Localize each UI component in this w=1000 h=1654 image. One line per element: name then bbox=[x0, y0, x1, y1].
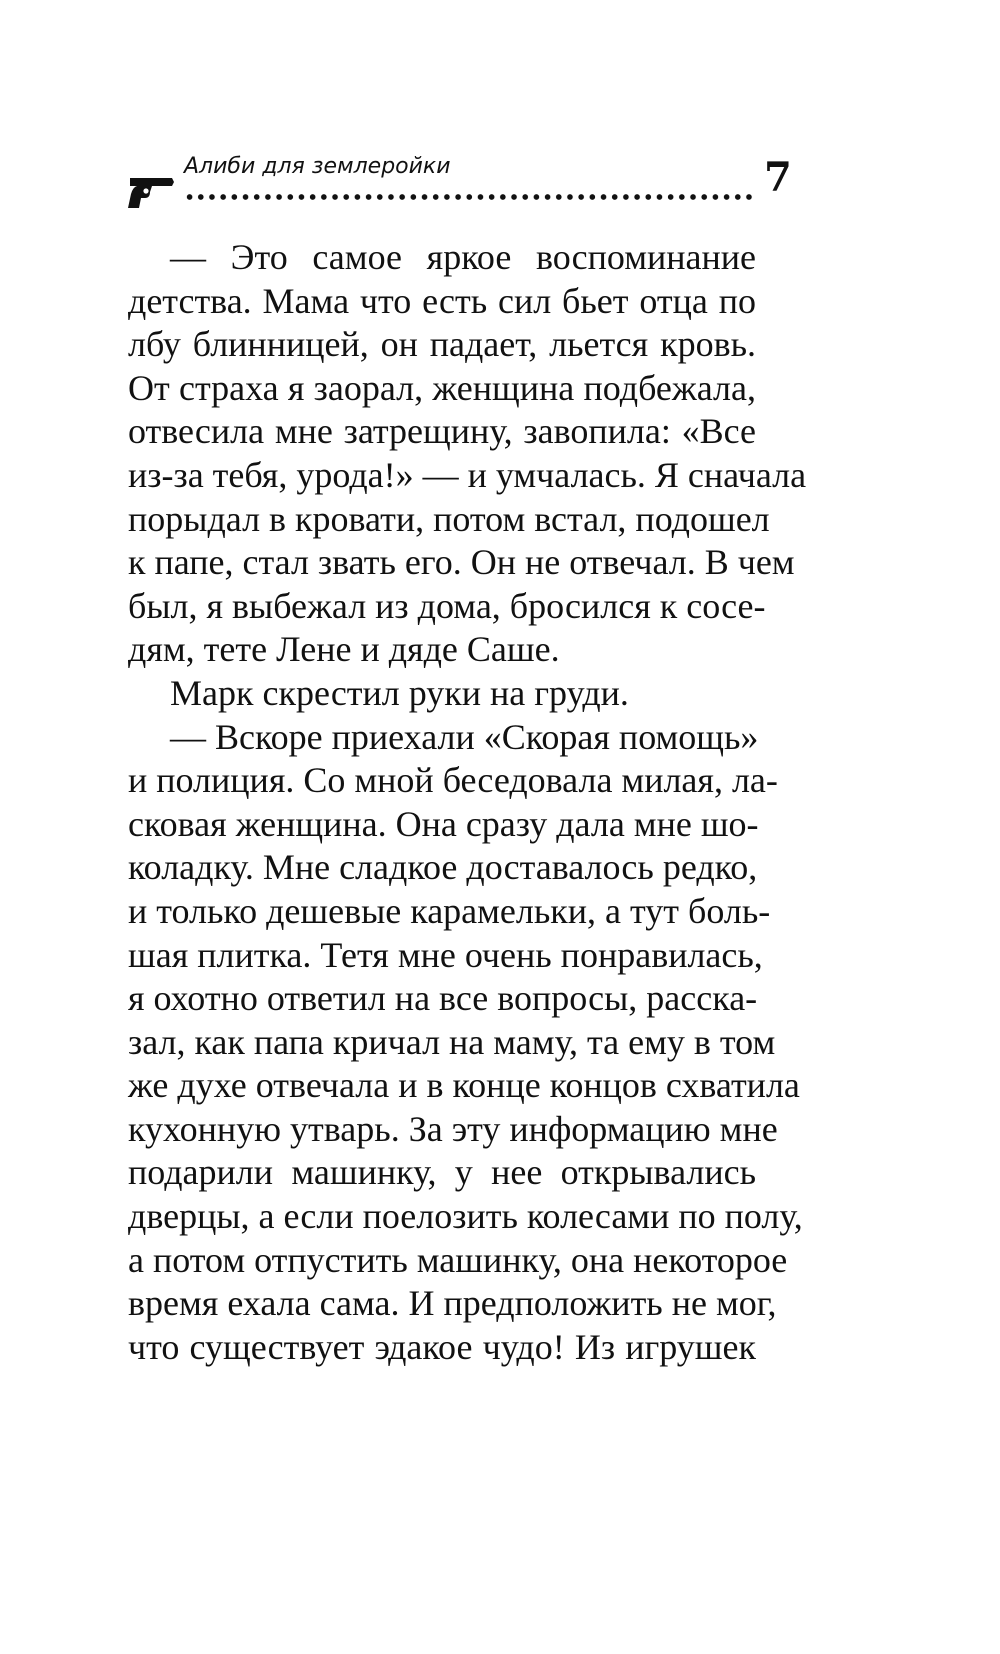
page-header bbox=[128, 150, 792, 220]
text-line: зал, как папа кричал на маму, та ему в том bbox=[128, 1021, 776, 1062]
text-line: сковая женщина. Она сразу дала мне шо- bbox=[128, 803, 759, 844]
text-line: и полиция. Со мной беседовала милая, ла- bbox=[128, 760, 778, 801]
text-line: Марк скрестил руки на груди. bbox=[170, 672, 629, 713]
page-number: 7 bbox=[764, 154, 792, 201]
text-line: шая плитка. Тетя мне очень понравилась, bbox=[128, 934, 763, 975]
text-line: я охотно ответил на все вопросы, расска- bbox=[128, 978, 758, 1019]
text-line: — Это самое яркое воспоминание bbox=[170, 237, 756, 277]
revolver-icon bbox=[128, 176, 176, 210]
text-line: дям, тете Лене и дяде Саше. bbox=[128, 629, 560, 670]
text-line: дверцы, а если поелозить колесами по полу, bbox=[128, 1196, 803, 1237]
text-line: детства. Мама что есть сил бьет отца по bbox=[128, 280, 756, 321]
text-line: и только дешевые карамельки, а тут боль- bbox=[128, 890, 771, 931]
text-line: От страха я заорал, женщина подбежала, bbox=[128, 367, 756, 408]
running-title: Алиби для землеройки bbox=[184, 154, 451, 179]
text-line: время ехала сама. И предположить не мог, bbox=[128, 1283, 777, 1324]
body-text bbox=[128, 236, 807, 1369]
dot-leader bbox=[184, 192, 754, 202]
text-line: что существует эдакое чудо! Из игрушек bbox=[128, 1326, 756, 1367]
text-line: — Вскоре приехали «Скорая помощь» bbox=[170, 716, 759, 757]
text-line: лбу блинницей, он падает, льется кровь. bbox=[128, 324, 756, 365]
text-line: порыдал в кровати, потом встал, подошел bbox=[128, 498, 770, 539]
text-line: же духе отвечала и в конце концов схватила bbox=[128, 1065, 800, 1106]
text-line: коладку. Мне сладкое доставалось редко, bbox=[128, 847, 758, 888]
text-line: подарили машинку, у нее открывались bbox=[128, 1152, 756, 1193]
text-line: кухонную утварь. За эту информацию мне bbox=[128, 1108, 778, 1149]
text-line: из-за тебя, урода!» — и умчалась. Я сначала bbox=[128, 454, 807, 495]
text-line: был, я выбежал из дома, бросился к сосе- bbox=[128, 585, 766, 626]
text-line: а потом отпустить машинку, она некоторое bbox=[128, 1239, 788, 1280]
text-line: к папе, стал звать его. Он не отвечал. В чем bbox=[128, 542, 795, 583]
text-line: отвесила мне затрещину, завопила: «Все bbox=[128, 411, 756, 452]
